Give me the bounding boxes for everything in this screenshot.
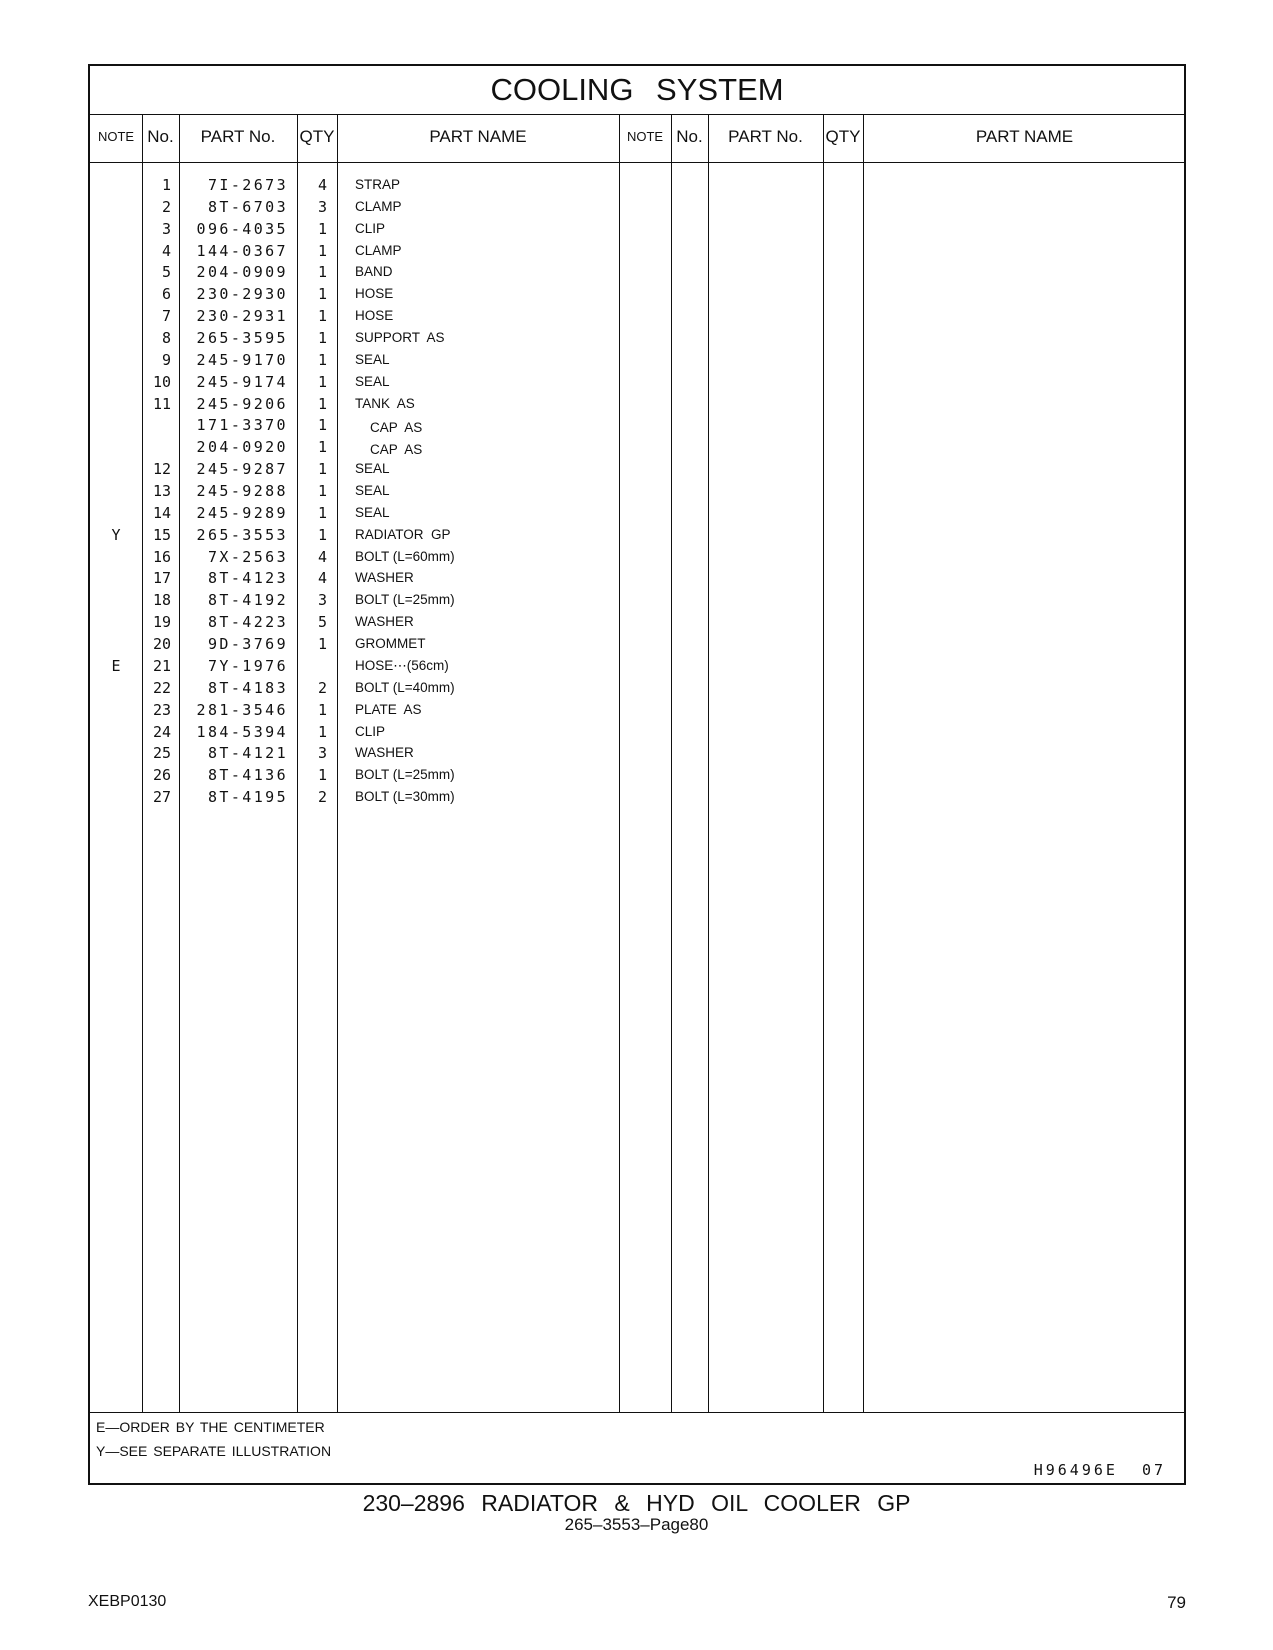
row-part-name: SUPPORT AS: [355, 330, 445, 346]
drawing-revision: 07: [1141, 1461, 1166, 1479]
row-part-number: 265-3553: [196, 525, 288, 544]
table-row: [90, 240, 1184, 263]
row-item-number: 10: [152, 372, 171, 391]
row-quantity: 3: [317, 197, 327, 216]
row-quantity: 1: [317, 503, 327, 522]
row-quantity: 1: [317, 307, 327, 326]
document-id: XEBP0130: [88, 1593, 167, 1610]
table-row: [90, 633, 1184, 656]
row-item-number: 23: [152, 700, 171, 719]
row-part-number: 144-0367: [196, 241, 288, 260]
table-row: [90, 393, 1184, 416]
row-part-name: CLIP: [355, 723, 386, 739]
row-quantity: 1: [317, 482, 327, 501]
table-header: [90, 114, 1184, 163]
row-part-name: WASHER: [355, 614, 414, 630]
row-item-number: 14: [152, 503, 171, 522]
header-qty-right: QTY: [825, 127, 861, 146]
row-part-number: 8T-4195: [207, 788, 288, 807]
row-item-number: 12: [152, 460, 171, 479]
row-part-number: 171-3370: [196, 416, 288, 435]
parts-table-body: [90, 162, 1184, 1412]
row-part-name: SEAL: [355, 373, 390, 389]
table-row: [90, 567, 1184, 590]
row-item-number: 8: [161, 329, 171, 348]
row-quantity: 1: [317, 241, 327, 260]
footnote-y: Y—SEE SEPARATE ILLUSTRATION: [96, 1443, 332, 1459]
row-part-name: SEAL: [355, 351, 390, 367]
row-item-number: 20: [152, 635, 171, 654]
row-part-name: BOLT (L=30mm): [355, 789, 455, 805]
table-row: [90, 655, 1184, 678]
table-row: [90, 480, 1184, 503]
row-item-number: 18: [152, 591, 171, 610]
row-quantity: 1: [317, 525, 327, 544]
row-part-name: HOSE: [355, 308, 394, 324]
header-note-right: NOTE: [626, 129, 664, 144]
row-part-name: BAND: [355, 264, 393, 280]
row-quantity: 1: [317, 438, 327, 457]
row-item-number: 17: [152, 569, 171, 588]
row-item-number: 24: [152, 722, 171, 741]
row-part-name: HOSE⋯(56cm): [355, 657, 449, 673]
row-quantity: 1: [317, 394, 327, 413]
footnotes: [90, 1412, 1184, 1486]
row-note: E: [111, 656, 121, 675]
row-item-number: 7: [161, 307, 171, 326]
row-quantity: 4: [317, 547, 327, 566]
table-row: [90, 196, 1184, 219]
parts-list-sheet: [88, 64, 1186, 1485]
table-row: [90, 611, 1184, 634]
row-part-number: 096-4035: [196, 219, 288, 238]
row-quantity: 3: [317, 744, 327, 763]
row-item-number: 22: [152, 678, 171, 697]
row-part-name: CLAMP: [355, 198, 402, 214]
row-quantity: 5: [317, 613, 327, 632]
row-part-number: 7X-2563: [207, 547, 288, 566]
row-part-number: 265-3595: [196, 329, 288, 348]
page-reference: 265–3553–Page80: [564, 1515, 709, 1534]
table-row: [90, 699, 1184, 722]
row-item-number: 2: [161, 197, 171, 216]
row-part-name: CAP AS: [370, 420, 423, 436]
table-row: [90, 371, 1184, 394]
row-item-number: 4: [161, 241, 171, 260]
row-quantity: 1: [317, 285, 327, 304]
row-part-number: 184-5394: [196, 722, 288, 741]
row-part-number: 245-9288: [196, 482, 288, 501]
row-item-number: 15: [152, 525, 171, 544]
row-item-number: 3: [161, 219, 171, 238]
table-row: [90, 677, 1184, 700]
row-item-number: 21: [152, 656, 171, 675]
table-row: [90, 261, 1184, 284]
table-row: [90, 305, 1184, 328]
row-part-name: SEAL: [355, 461, 390, 477]
row-item-number: 6: [161, 285, 171, 304]
row-part-name: BOLT (L=60mm): [355, 548, 455, 564]
row-quantity: 1: [317, 416, 327, 435]
row-quantity: 1: [317, 635, 327, 654]
footnote-e: E—ORDER BY THE CENTIMETER: [96, 1419, 325, 1435]
drawing-number: H96496E: [1033, 1461, 1118, 1479]
header-note-left: NOTE: [97, 129, 135, 144]
row-item-number: 1: [161, 176, 171, 194]
row-quantity: 1: [317, 329, 327, 348]
row-part-number: 8T-4192: [207, 591, 288, 610]
header-qty-left: QTY: [299, 127, 335, 146]
row-quantity: 1: [317, 263, 327, 282]
row-part-name: SEAL: [355, 483, 390, 499]
row-quantity: 2: [317, 678, 327, 697]
row-part-number: 281-3546: [196, 700, 288, 719]
row-part-number: 8T-4123: [207, 569, 288, 588]
table-row: [90, 502, 1184, 525]
row-item-number: 19: [152, 613, 171, 632]
row-part-number: 245-9170: [196, 350, 288, 369]
row-part-name: BOLT (L=25mm): [355, 767, 455, 783]
table-row: [90, 414, 1184, 437]
row-quantity: 1: [317, 372, 327, 391]
row-item-number: 13: [152, 482, 171, 501]
table-row: [90, 174, 1184, 197]
group-title: 230–2896 RADIATOR & HYD OIL COOLER GP: [362, 1490, 911, 1516]
drawing-code: [1034, 1461, 1166, 1479]
row-item-number: 25: [152, 744, 171, 763]
table-row: [90, 786, 1184, 809]
row-part-name: WASHER: [355, 570, 414, 586]
table-row: [90, 327, 1184, 350]
row-quantity: 4: [317, 569, 327, 588]
table-row: [90, 218, 1184, 241]
row-part-name: BOLT (L=40mm): [355, 679, 455, 695]
row-note: Y: [111, 525, 121, 544]
row-part-name: CLAMP: [355, 242, 402, 258]
page-number: 79: [1167, 1593, 1186, 1612]
row-part-number: 8T-4183: [207, 678, 288, 697]
row-part-name: PLATE AS: [355, 701, 422, 717]
row-part-number: 245-9206: [196, 394, 288, 413]
row-part-number: 7Y-1976: [207, 656, 288, 675]
row-quantity: 1: [317, 722, 327, 741]
row-quantity: 2: [317, 788, 327, 807]
row-part-number: 8T-4223: [207, 613, 288, 632]
table-row: [90, 283, 1184, 306]
row-part-name: WASHER: [355, 745, 414, 761]
table-row: [90, 589, 1184, 612]
table-row: [90, 524, 1184, 547]
row-item-number: 27: [152, 788, 171, 807]
row-part-name: STRAP: [355, 177, 401, 192]
row-quantity: 1: [317, 219, 327, 238]
row-part-number: 7I-2673: [207, 176, 288, 194]
table-row: [90, 458, 1184, 481]
row-quantity: 1: [317, 766, 327, 785]
row-part-number: 9D-3769: [207, 635, 288, 654]
row-part-name: TANK AS: [355, 395, 415, 411]
table-row: [90, 436, 1184, 459]
header-part-name-right: PART NAME: [975, 127, 1074, 146]
row-item-number: 26: [152, 766, 171, 785]
row-quantity: 1: [317, 700, 327, 719]
row-part-name: GROMMET: [355, 636, 426, 652]
row-part-number: 204-0920: [196, 438, 288, 457]
row-part-name: SEAL: [355, 504, 390, 520]
row-part-number: 245-9289: [196, 503, 288, 522]
row-item-number: 5: [161, 263, 171, 282]
row-part-number: 8T-4121: [207, 744, 288, 763]
table-row: [90, 546, 1184, 569]
header-part-name-left: PART NAME: [429, 127, 527, 146]
table-row: [90, 742, 1184, 765]
row-quantity: 3: [317, 591, 327, 610]
row-part-number: 230-2931: [196, 307, 288, 326]
header-part-no-left: PART No.: [200, 127, 276, 146]
row-quantity: 4: [317, 176, 327, 194]
row-item-number: 11: [152, 394, 171, 413]
row-part-number: 245-9287: [196, 460, 288, 479]
row-part-number: 230-2930: [196, 285, 288, 304]
row-part-name: RADIATOR GP: [355, 526, 451, 542]
row-part-number: 245-9174: [196, 372, 288, 391]
row-part-number: 204-0909: [196, 263, 288, 282]
table-row: [90, 349, 1184, 372]
row-part-name: CAP AS: [370, 442, 423, 458]
header-no-left: No.: [147, 127, 174, 146]
table-row: [90, 721, 1184, 744]
header-part-no-right: PART No.: [728, 127, 803, 146]
page-title: COOLING SYSTEM: [90, 66, 1184, 115]
row-item-number: 9: [161, 350, 171, 369]
row-quantity: 1: [317, 350, 327, 369]
row-item-number: 16: [152, 547, 171, 566]
row-quantity: 1: [317, 460, 327, 479]
row-part-name: HOSE: [355, 286, 394, 302]
table-row: [90, 764, 1184, 787]
header-no-right: No.: [676, 127, 703, 146]
row-part-number: 8T-4136: [207, 766, 288, 785]
row-part-name: CLIP: [355, 220, 386, 236]
row-part-name: BOLT (L=25mm): [355, 592, 455, 608]
row-part-number: 8T-6703: [207, 197, 288, 216]
